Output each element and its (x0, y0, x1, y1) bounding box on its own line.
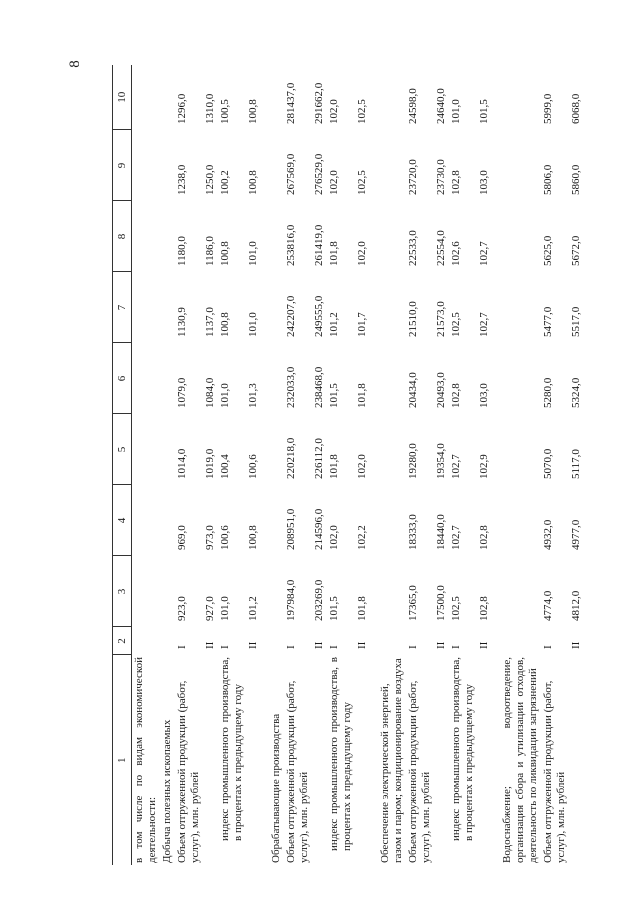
value-cell: 102,0 (356, 454, 368, 479)
column-header: 8 (113, 201, 132, 272)
value-cell: 5324,0 (570, 377, 582, 408)
value-cell: 24598,0 (407, 88, 419, 124)
value-cell: 973,0 (204, 525, 216, 550)
value-cell: 17365,0 (407, 585, 419, 621)
variant-cell: II (247, 641, 259, 649)
spacer-row (261, 65, 269, 865)
variant-cell: I (176, 645, 188, 649)
table-row (406, 65, 434, 865)
value-cell: 100,6 (219, 525, 231, 550)
variant-cell: I (542, 645, 554, 649)
value-cell: 102,5 (356, 170, 368, 195)
variant-cell: II (570, 641, 582, 649)
value-cell: 267569,0 (285, 153, 297, 195)
value-cell: 100,8 (247, 525, 259, 550)
spacer-cell (492, 65, 500, 865)
value-cell: 5280,0 (542, 377, 554, 408)
table-row (434, 65, 449, 865)
value-cell: 5070,0 (542, 448, 554, 479)
table-row (449, 65, 477, 865)
value-cell: 22533,0 (407, 230, 419, 266)
value-cell: 5806,0 (542, 164, 554, 195)
empty-cell (378, 65, 406, 655)
value-cell: 232033,0 (285, 366, 297, 408)
value-cell: 197984,0 (285, 579, 297, 621)
column-header: 1 (113, 655, 132, 865)
variant-cell: II (356, 641, 368, 649)
value-cell: 21510,0 (407, 301, 419, 337)
value-cell: 291662,0 (313, 82, 325, 124)
row-label: Объем отгруженной продукции (работ, услуг), млн. рублей (176, 680, 201, 863)
value-cell: 238468,0 (313, 366, 325, 408)
value-cell: 102,7 (478, 241, 490, 266)
value-cell: 242207,0 (285, 295, 297, 337)
value-cell: 261419,0 (313, 224, 325, 266)
value-cell: 5117,0 (570, 449, 582, 479)
value-cell: 5672,0 (570, 235, 582, 266)
value-cell: 23730,0 (435, 159, 447, 195)
value-cell: 102,5 (450, 596, 462, 621)
column-header: 10 (113, 65, 132, 130)
column-header: 4 (113, 485, 132, 556)
value-cell: 102,5 (450, 312, 462, 337)
value-cell: 101,5 (328, 383, 340, 408)
variant-cell: I (407, 645, 419, 649)
value-cell: 1186,0 (204, 236, 216, 266)
value-cell: 102,6 (450, 241, 462, 266)
value-cell: 101,8 (356, 596, 368, 621)
empty-cell (132, 65, 161, 655)
value-cell: 253816,0 (285, 224, 297, 266)
value-cell: 102,0 (356, 241, 368, 266)
value-cell: 220218,0 (285, 437, 297, 479)
column-header: 6 (113, 343, 132, 414)
value-cell: 101,5 (478, 99, 490, 124)
page-number: 8 (67, 60, 83, 68)
value-cell: 101,3 (247, 383, 259, 408)
variant-cell: I (328, 645, 340, 649)
value-cell: 203269,0 (313, 579, 325, 621)
row-label (569, 655, 584, 865)
table-row (284, 65, 312, 865)
value-cell: 101,0 (247, 312, 259, 337)
value-cell: 100,2 (219, 170, 231, 195)
value-cell: 1019,0 (204, 448, 216, 479)
table-row (246, 65, 261, 865)
value-cell: 19354,0 (435, 443, 447, 479)
value-cell: 5477,0 (542, 306, 554, 337)
variant-cell: I (450, 645, 462, 649)
column-header: 5 (113, 414, 132, 485)
table-row (569, 65, 584, 865)
spacer-row (492, 65, 500, 865)
column-header: 3 (113, 556, 132, 627)
value-cell: 102,5 (356, 99, 368, 124)
value-cell: 102,2 (356, 525, 368, 550)
value-cell: 22554,0 (435, 230, 447, 266)
value-cell: 249555,0 (313, 295, 325, 337)
value-cell: 101,5 (328, 596, 340, 621)
value-cell: 100,8 (247, 170, 259, 195)
spacer-cell (261, 65, 269, 865)
row-label (312, 655, 327, 865)
value-cell: 102,7 (478, 312, 490, 337)
row-label: индекс промышленного производства, в процентах к предыдущему году (328, 657, 353, 851)
value-cell: 1296,0 (176, 93, 188, 124)
value-cell: 20493,0 (435, 372, 447, 408)
value-cell: 101,7 (356, 312, 368, 337)
variant-cell: II (478, 641, 490, 649)
value-cell: 100,4 (219, 454, 231, 479)
value-cell: 214596,0 (313, 508, 325, 550)
column-header: 7 (113, 272, 132, 343)
value-cell: 102,8 (450, 170, 462, 195)
table-row (541, 65, 569, 865)
value-cell: 276529,0 (313, 153, 325, 195)
section-row (132, 65, 161, 865)
table-row (355, 65, 370, 865)
value-cell: 1079,0 (176, 377, 188, 408)
section-row (500, 65, 541, 865)
value-cell: 4932,0 (542, 519, 554, 550)
section-label: в том числе по видам экономической деятельности: (133, 657, 158, 863)
column-header: 2 (113, 627, 132, 655)
value-cell: 101,2 (247, 596, 259, 621)
value-cell: 5860,0 (570, 164, 582, 195)
row-label (477, 655, 492, 865)
value-cell: 1250,0 (204, 164, 216, 195)
row-label (246, 655, 261, 865)
variant-cell: I (285, 645, 297, 649)
empty-cell (160, 65, 175, 655)
value-cell: 5517,0 (570, 306, 582, 337)
value-cell: 102,0 (328, 170, 340, 195)
value-cell: 281437,0 (285, 82, 297, 124)
value-cell: 1238,0 (176, 164, 188, 195)
section-label: Обеспечение электрической энергией, газом и паром; кондиционирование воздуха (379, 658, 404, 863)
header-row (113, 65, 132, 865)
value-cell: 102,0 (328, 525, 340, 550)
variant-cell: II (435, 641, 447, 649)
value-cell: 923,0 (176, 596, 188, 621)
table-row (175, 65, 203, 865)
value-cell: 101,2 (328, 312, 340, 337)
value-cell: 100,6 (247, 454, 259, 479)
row-label: индекс промышленного производства, в процентах к предыдущему году (450, 657, 475, 841)
row-label: Объем отгруженной продукции (работ, услуг), млн. рублей (542, 680, 567, 863)
rotated-table-container (112, 65, 614, 865)
section-row (160, 65, 175, 865)
value-cell: 101,0 (219, 383, 231, 408)
row-label (203, 655, 218, 865)
value-cell: 6068,0 (570, 93, 582, 124)
row-label: индекс промышленного производства, в процентах к предыдущему году (219, 657, 244, 841)
value-cell: 102,8 (450, 383, 462, 408)
section-label: Водоснабжение; водоотведение, организация сбора и утилизации отходов, деятельность по ликвидации загрязнений (501, 657, 539, 863)
spacer-row (370, 65, 378, 865)
value-cell: 5999,0 (542, 93, 554, 124)
value-cell: 101,8 (356, 383, 368, 408)
value-cell: 17500,0 (435, 585, 447, 621)
value-cell: 101,0 (219, 596, 231, 621)
value-cell: 101,8 (328, 454, 340, 479)
table-row (218, 65, 246, 865)
value-cell: 100,8 (219, 241, 231, 266)
value-cell: 103,0 (478, 170, 490, 195)
value-cell: 208951,0 (285, 508, 297, 550)
value-cell: 226112,0 (313, 438, 325, 479)
value-cell: 103,0 (478, 383, 490, 408)
value-cell: 4774,0 (542, 590, 554, 621)
table-body (132, 65, 585, 865)
value-cell: 927,0 (204, 596, 216, 621)
value-cell: 1310,0 (204, 93, 216, 124)
value-cell: 1130,9 (176, 307, 188, 337)
value-cell: 100,8 (247, 99, 259, 124)
section-row (378, 65, 406, 865)
value-cell: 4977,0 (570, 519, 582, 550)
value-cell: 101,0 (450, 99, 462, 124)
data-table (112, 65, 584, 865)
section-label: Добыча полезных ископаемых (161, 719, 173, 863)
table-row (477, 65, 492, 865)
value-cell: 1084,0 (204, 377, 216, 408)
table-row (312, 65, 327, 865)
value-cell: 1137,0 (204, 307, 216, 337)
variant-cell: I (219, 645, 231, 649)
value-cell: 102,9 (478, 454, 490, 479)
value-cell: 24640,0 (435, 88, 447, 124)
value-cell: 102,7 (450, 454, 462, 479)
value-cell: 23720,0 (407, 159, 419, 195)
row-label (355, 655, 370, 865)
value-cell: 21573,0 (435, 301, 447, 337)
empty-cell (269, 65, 284, 655)
variant-cell: II (313, 641, 325, 649)
column-header: 9 (113, 130, 132, 201)
row-label: Объем отгруженной продукции (работ, услуг), млн. рублей (407, 680, 432, 863)
value-cell: 102,8 (478, 596, 490, 621)
value-cell: 19280,0 (407, 443, 419, 479)
row-label: Объем отгруженной продукции (работ, услуг), млн. рублей (285, 680, 310, 863)
table-row (327, 65, 355, 865)
row-label (434, 655, 449, 865)
value-cell: 102,7 (450, 525, 462, 550)
spacer-cell (370, 65, 378, 865)
section-label: Обрабатывающие производства (270, 713, 282, 863)
variant-cell: II (204, 641, 216, 649)
value-cell: 101,8 (328, 241, 340, 266)
value-cell: 5625,0 (542, 235, 554, 266)
value-cell: 1014,0 (176, 448, 188, 479)
table-row (203, 65, 218, 865)
value-cell: 102,8 (478, 525, 490, 550)
value-cell: 20434,0 (407, 372, 419, 408)
section-row (269, 65, 284, 865)
empty-cell (500, 65, 541, 655)
value-cell: 100,8 (219, 312, 231, 337)
value-cell: 969,0 (176, 525, 188, 550)
value-cell: 18333,0 (407, 514, 419, 550)
value-cell: 18440,0 (435, 514, 447, 550)
value-cell: 4812,0 (570, 590, 582, 621)
value-cell: 101,0 (247, 241, 259, 266)
value-cell: 100,5 (219, 99, 231, 124)
value-cell: 1180,0 (176, 236, 188, 266)
value-cell: 102,0 (328, 99, 340, 124)
